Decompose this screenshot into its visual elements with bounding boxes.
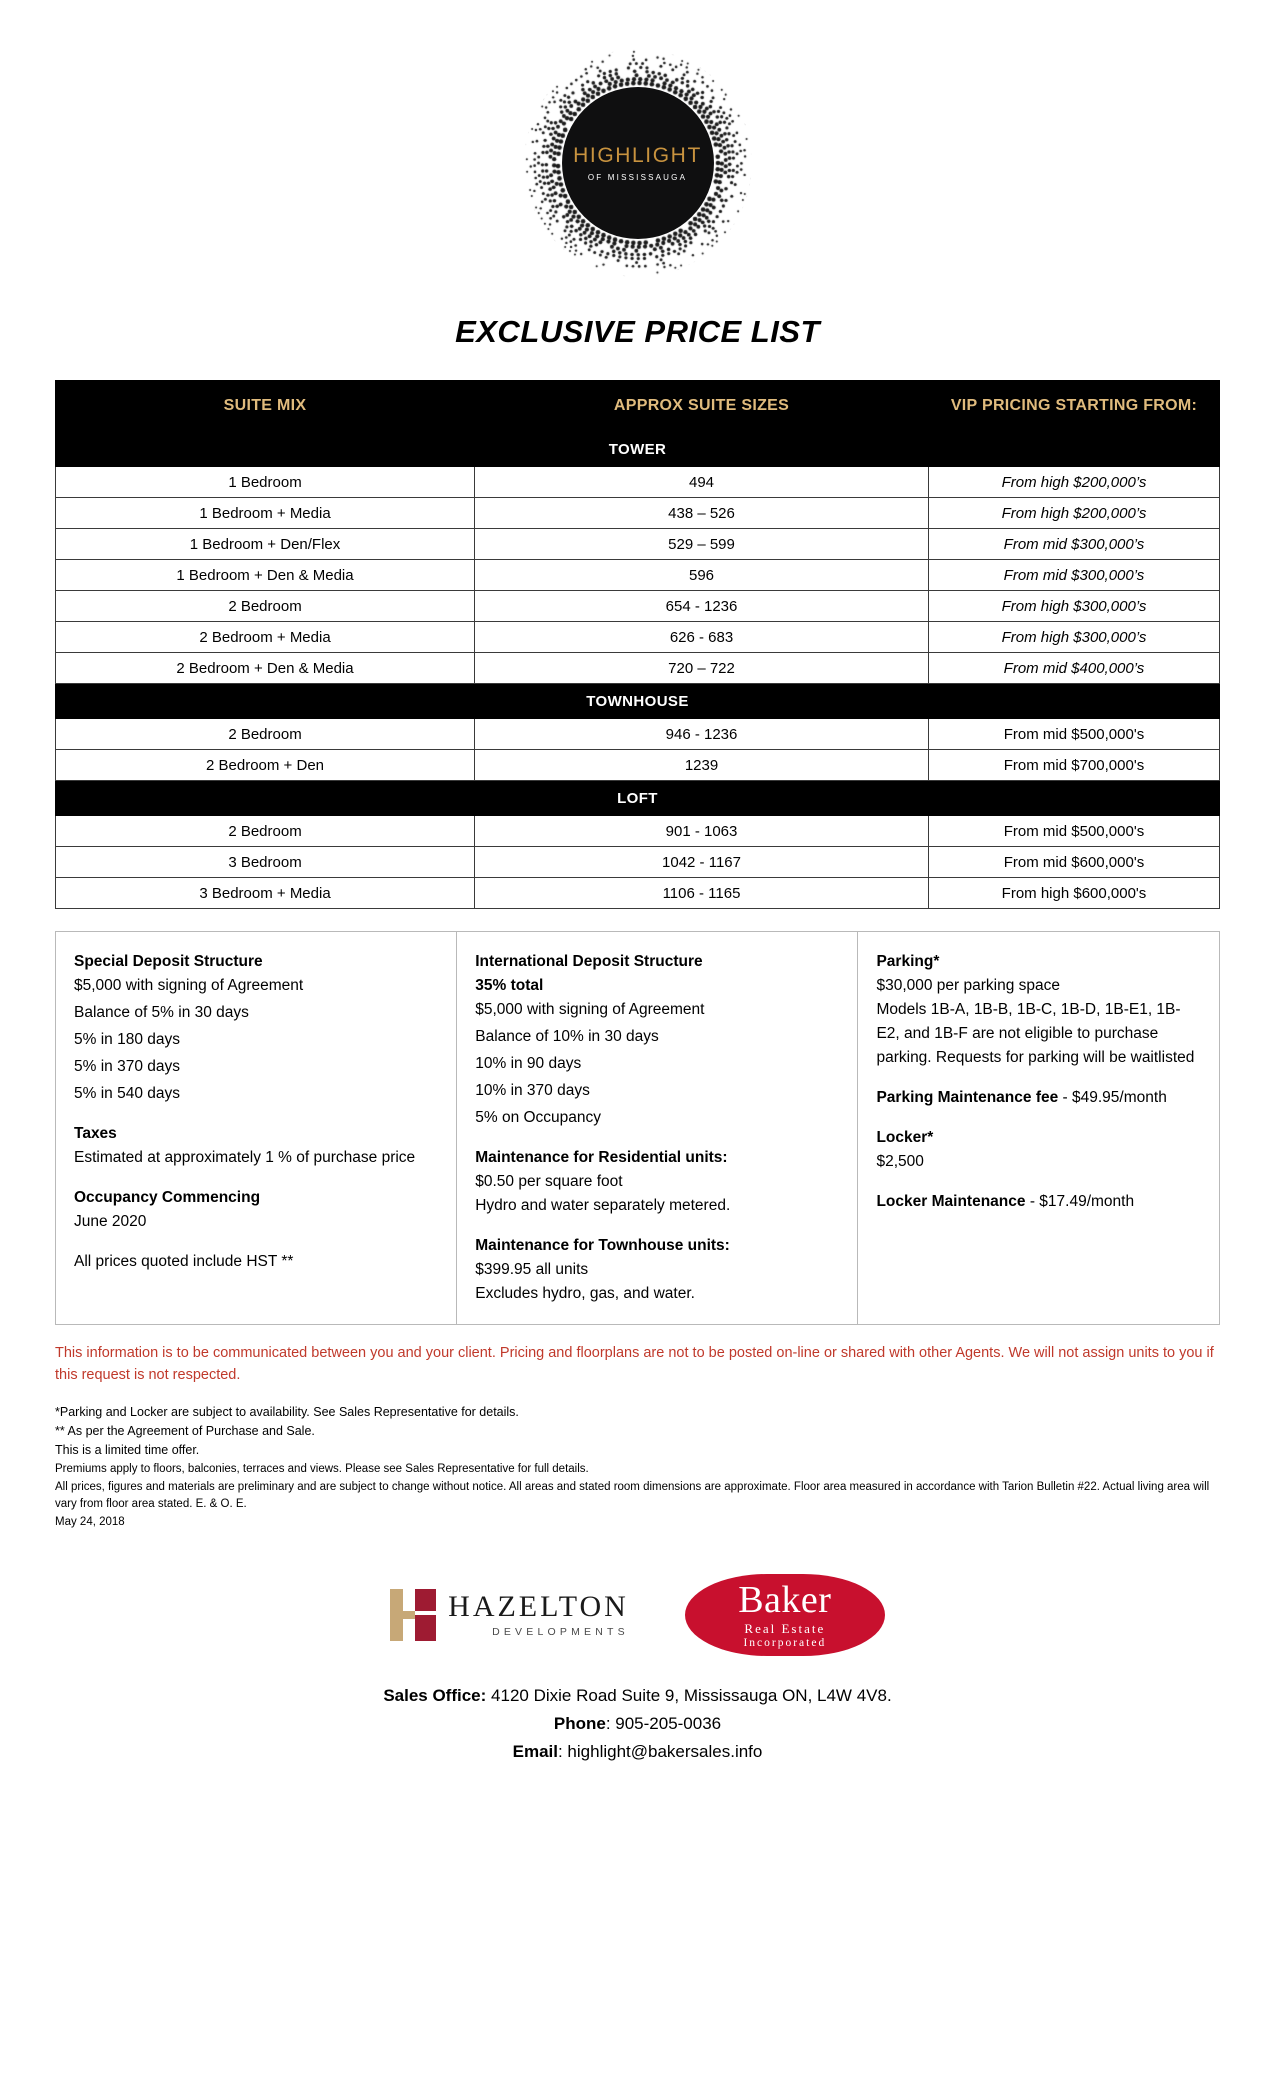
taxes-title: Taxes <box>74 1125 117 1143</box>
cell-suite-mix: 1 Bedroom <box>56 467 475 498</box>
international-title: International Deposit Structure <box>475 953 703 970</box>
table-row <box>56 622 1220 653</box>
email-label: Email <box>512 1742 558 1762</box>
international-deposit-column <box>457 932 858 1324</box>
fine-print <box>55 1403 1220 1532</box>
residential-maintenance-line-1: $0.50 per square foot <box>475 1173 623 1191</box>
fine-print-line-1: *Parking and Locker are subject to availability. See Sales Representative for details. <box>55 1404 519 1419</box>
special-deposit-title: Special Deposit Structure <box>74 953 263 970</box>
cell-vip-price: From mid $600,000's <box>928 847 1219 878</box>
sales-office-label: Sales Office: <box>383 1686 487 1706</box>
cell-suite-mix: 2 Bedroom + Media <box>56 622 475 653</box>
parking-maintenance-value: - $49.95/month <box>1062 1089 1167 1107</box>
email-value: : highlight@bakersales.info <box>557 1742 763 1762</box>
parking-maintenance-title: Parking Maintenance fee <box>876 1089 1059 1107</box>
phone-line <box>0 1710 1275 1738</box>
price-table <box>55 380 1220 909</box>
details-box <box>55 931 1220 1325</box>
occupancy-text: June 2020 <box>74 1213 147 1231</box>
phone-value: : 905-205-0036 <box>605 1714 722 1734</box>
baker-sub1: Real Estate <box>744 1621 826 1637</box>
cell-suite-mix: 2 Bedroom <box>56 719 475 750</box>
table-section-label: TOWNHOUSE <box>56 684 1220 719</box>
logo-main-text: HIGHLIGHT <box>573 144 702 167</box>
fine-print-date: May 24, 2018 <box>55 1516 125 1529</box>
special-deposit-line-5: 5% in 540 days <box>74 1085 180 1103</box>
special-deposit-line-3: 5% in 180 days <box>74 1031 180 1049</box>
international-line-5: 5% on Occupancy <box>475 1109 602 1127</box>
special-deposit-line-1: $5,000 with signing of Agreement <box>74 977 304 995</box>
cell-vip-price: From high $300,000’s <box>928 591 1219 622</box>
table-row <box>56 816 1220 847</box>
cell-suite-mix: 2 Bedroom + Den <box>56 750 475 781</box>
special-deposit-line-4: 5% in 370 days <box>74 1058 180 1076</box>
international-subtitle: 35% total <box>475 977 544 995</box>
international-line-3: 10% in 90 days <box>475 1055 582 1073</box>
sales-office-value: 4120 Dixie Road Suite 9, Mississauga ON, L4W 4V8. <box>486 1686 892 1706</box>
cell-vip-price: From high $300,000’s <box>928 622 1219 653</box>
cell-vip-price: From mid $300,000’s <box>928 529 1219 560</box>
table-row <box>56 847 1220 878</box>
cell-suite-mix: 2 Bedroom <box>56 816 475 847</box>
townhouse-maintenance-title: Maintenance for Townhouse units: <box>475 1237 730 1255</box>
parking-models-note: Models 1B-A, 1B-B, 1B-C, 1B-D, 1B-E1, 1B-E2, and 1B-F are not eligible to purchase parking. Requests for parking will be waitlisted <box>876 1001 1195 1067</box>
cell-suite-mix: 1 Bedroom + Den & Media <box>56 560 475 591</box>
townhouse-maintenance-line-1: $399.95 all units <box>475 1261 589 1279</box>
baker-logo <box>685 1574 885 1656</box>
contact-block <box>0 1682 1275 1806</box>
table-header-row <box>56 381 1220 432</box>
parking-title: Parking* <box>876 953 940 970</box>
page-title: EXCLUSIVE PRICE LIST <box>455 314 820 349</box>
cell-suite-size: 529 – 599 <box>475 529 929 560</box>
cell-suite-size: 596 <box>475 560 929 591</box>
brand-logo <box>0 0 1275 288</box>
fine-print-line-4: Premiums apply to floors, balconies, terraces and views. Please see Sales Representative for full details. <box>55 1462 589 1475</box>
header-vip-pricing: VIP PRICING STARTING FROM: <box>928 381 1219 432</box>
logo-box <box>513 38 763 288</box>
email-line <box>0 1738 1275 1766</box>
table-row <box>56 750 1220 781</box>
price-table-wrap <box>0 380 1275 909</box>
header-suite-sizes: APPROX SUITE SIZES <box>475 381 929 432</box>
table-section-row <box>56 432 1220 467</box>
cell-suite-mix: 1 Bedroom + Den/Flex <box>56 529 475 560</box>
table-row <box>56 719 1220 750</box>
locker-maintenance-title: Locker Maintenance <box>876 1193 1026 1211</box>
residential-maintenance-line-2: Hydro and water separately metered. <box>475 1197 731 1215</box>
hst-note: All prices quoted include HST ** <box>74 1253 294 1271</box>
cell-suite-mix: 3 Bedroom + Media <box>56 878 475 909</box>
logo-sub-text: OF MISSISSAUGA <box>587 173 688 182</box>
international-line-2: Balance of 10% in 30 days <box>475 1028 659 1046</box>
table-row <box>56 467 1220 498</box>
cell-suite-mix: 1 Bedroom + Media <box>56 498 475 529</box>
logo-circle <box>562 87 714 239</box>
cell-suite-mix: 2 Bedroom + Den & Media <box>56 653 475 684</box>
cell-suite-mix: 3 Bedroom <box>56 847 475 878</box>
cell-vip-price: From mid $500,000's <box>928 719 1219 750</box>
cell-suite-size: 1239 <box>475 750 929 781</box>
cell-vip-price: From mid $500,000's <box>928 816 1219 847</box>
special-deposit-line-2: Balance of 5% in 30 days <box>74 1004 249 1022</box>
occupancy-title: Occupancy Commencing <box>74 1189 261 1207</box>
sales-office-line <box>0 1682 1275 1710</box>
cell-vip-price: From mid $300,000’s <box>928 560 1219 591</box>
cell-suite-mix: 2 Bedroom <box>56 591 475 622</box>
table-row <box>56 529 1220 560</box>
confidentiality-notice: This information is to be communicated between you and your client. Pricing and floorplans are not to be posted on-line or shared with other Agents. We will not assign units to you if this request is not respected. <box>55 1345 1214 1383</box>
international-line-1: $5,000 with signing of Agreement <box>475 1001 705 1019</box>
locker-maintenance-value: - $17.49/month <box>1029 1193 1135 1211</box>
cell-vip-price: From mid $700,000's <box>928 750 1219 781</box>
cell-vip-price: From high $200,000’s <box>928 467 1219 498</box>
townhouse-maintenance-line-2: Excludes hydro, gas, and water. <box>475 1285 695 1303</box>
table-row <box>56 591 1220 622</box>
baker-name: Baker <box>738 1579 832 1622</box>
locker-price: $2,500 <box>876 1153 924 1171</box>
cell-suite-size: 946 - 1236 <box>475 719 929 750</box>
table-row <box>56 878 1220 909</box>
parking-column <box>858 932 1219 1324</box>
residential-maintenance-title: Maintenance for Residential units: <box>475 1149 728 1167</box>
cell-suite-size: 494 <box>475 467 929 498</box>
cell-suite-size: 626 - 683 <box>475 622 929 653</box>
cell-vip-price: From high $200,000’s <box>928 498 1219 529</box>
phone-label: Phone <box>553 1714 606 1734</box>
cell-suite-size: 901 - 1063 <box>475 816 929 847</box>
cell-suite-size: 720 – 722 <box>475 653 929 684</box>
cell-suite-size: 1042 - 1167 <box>475 847 929 878</box>
table-section-label: LOFT <box>56 781 1220 816</box>
partner-logos <box>0 1574 1275 1656</box>
cell-suite-size: 1106 - 1165 <box>475 878 929 909</box>
cell-vip-price: From mid $400,000’s <box>928 653 1219 684</box>
baker-sub2: Incorporated <box>743 1637 827 1650</box>
table-section-row <box>56 684 1220 719</box>
table-row <box>56 560 1220 591</box>
fine-print-line-5: All prices, figures and materials are preliminary and are subject to change without notice. All areas and stated room dimensions are approximate. Floor area measured in accordance with Tarion Bulletin #22. Actual living area will vary from floor area stated. E. & O. E. <box>55 1480 1210 1511</box>
price-table-body <box>56 432 1220 909</box>
locker-title: Locker* <box>876 1129 934 1147</box>
parking-price: $30,000 per parking space <box>876 977 1061 995</box>
hazelton-sub: DEVELOPMENTS <box>492 1626 629 1639</box>
hazelton-text <box>448 1592 629 1638</box>
fine-print-line-3: This is a limited time offer. <box>55 1443 200 1458</box>
cell-vip-price: From high $600,000's <box>928 878 1219 909</box>
header-suite-mix: SUITE MIX <box>56 381 475 432</box>
table-row <box>56 498 1220 529</box>
table-section-label: TOWER <box>56 432 1220 467</box>
hazelton-mark-icon <box>390 1589 436 1641</box>
international-line-4: 10% in 370 days <box>475 1082 590 1100</box>
table-row <box>56 653 1220 684</box>
table-section-row <box>56 781 1220 816</box>
special-deposit-column <box>56 932 457 1324</box>
cell-suite-size: 654 - 1236 <box>475 591 929 622</box>
cell-suite-size: 438 – 526 <box>475 498 929 529</box>
hazelton-name: HAZELTON <box>448 1590 629 1624</box>
fine-print-line-2: ** As per the Agreement of Purchase and Sale. <box>55 1424 315 1439</box>
hazelton-logo <box>390 1589 629 1641</box>
taxes-text: Estimated at approximately 1 % of purchase price <box>74 1149 416 1167</box>
